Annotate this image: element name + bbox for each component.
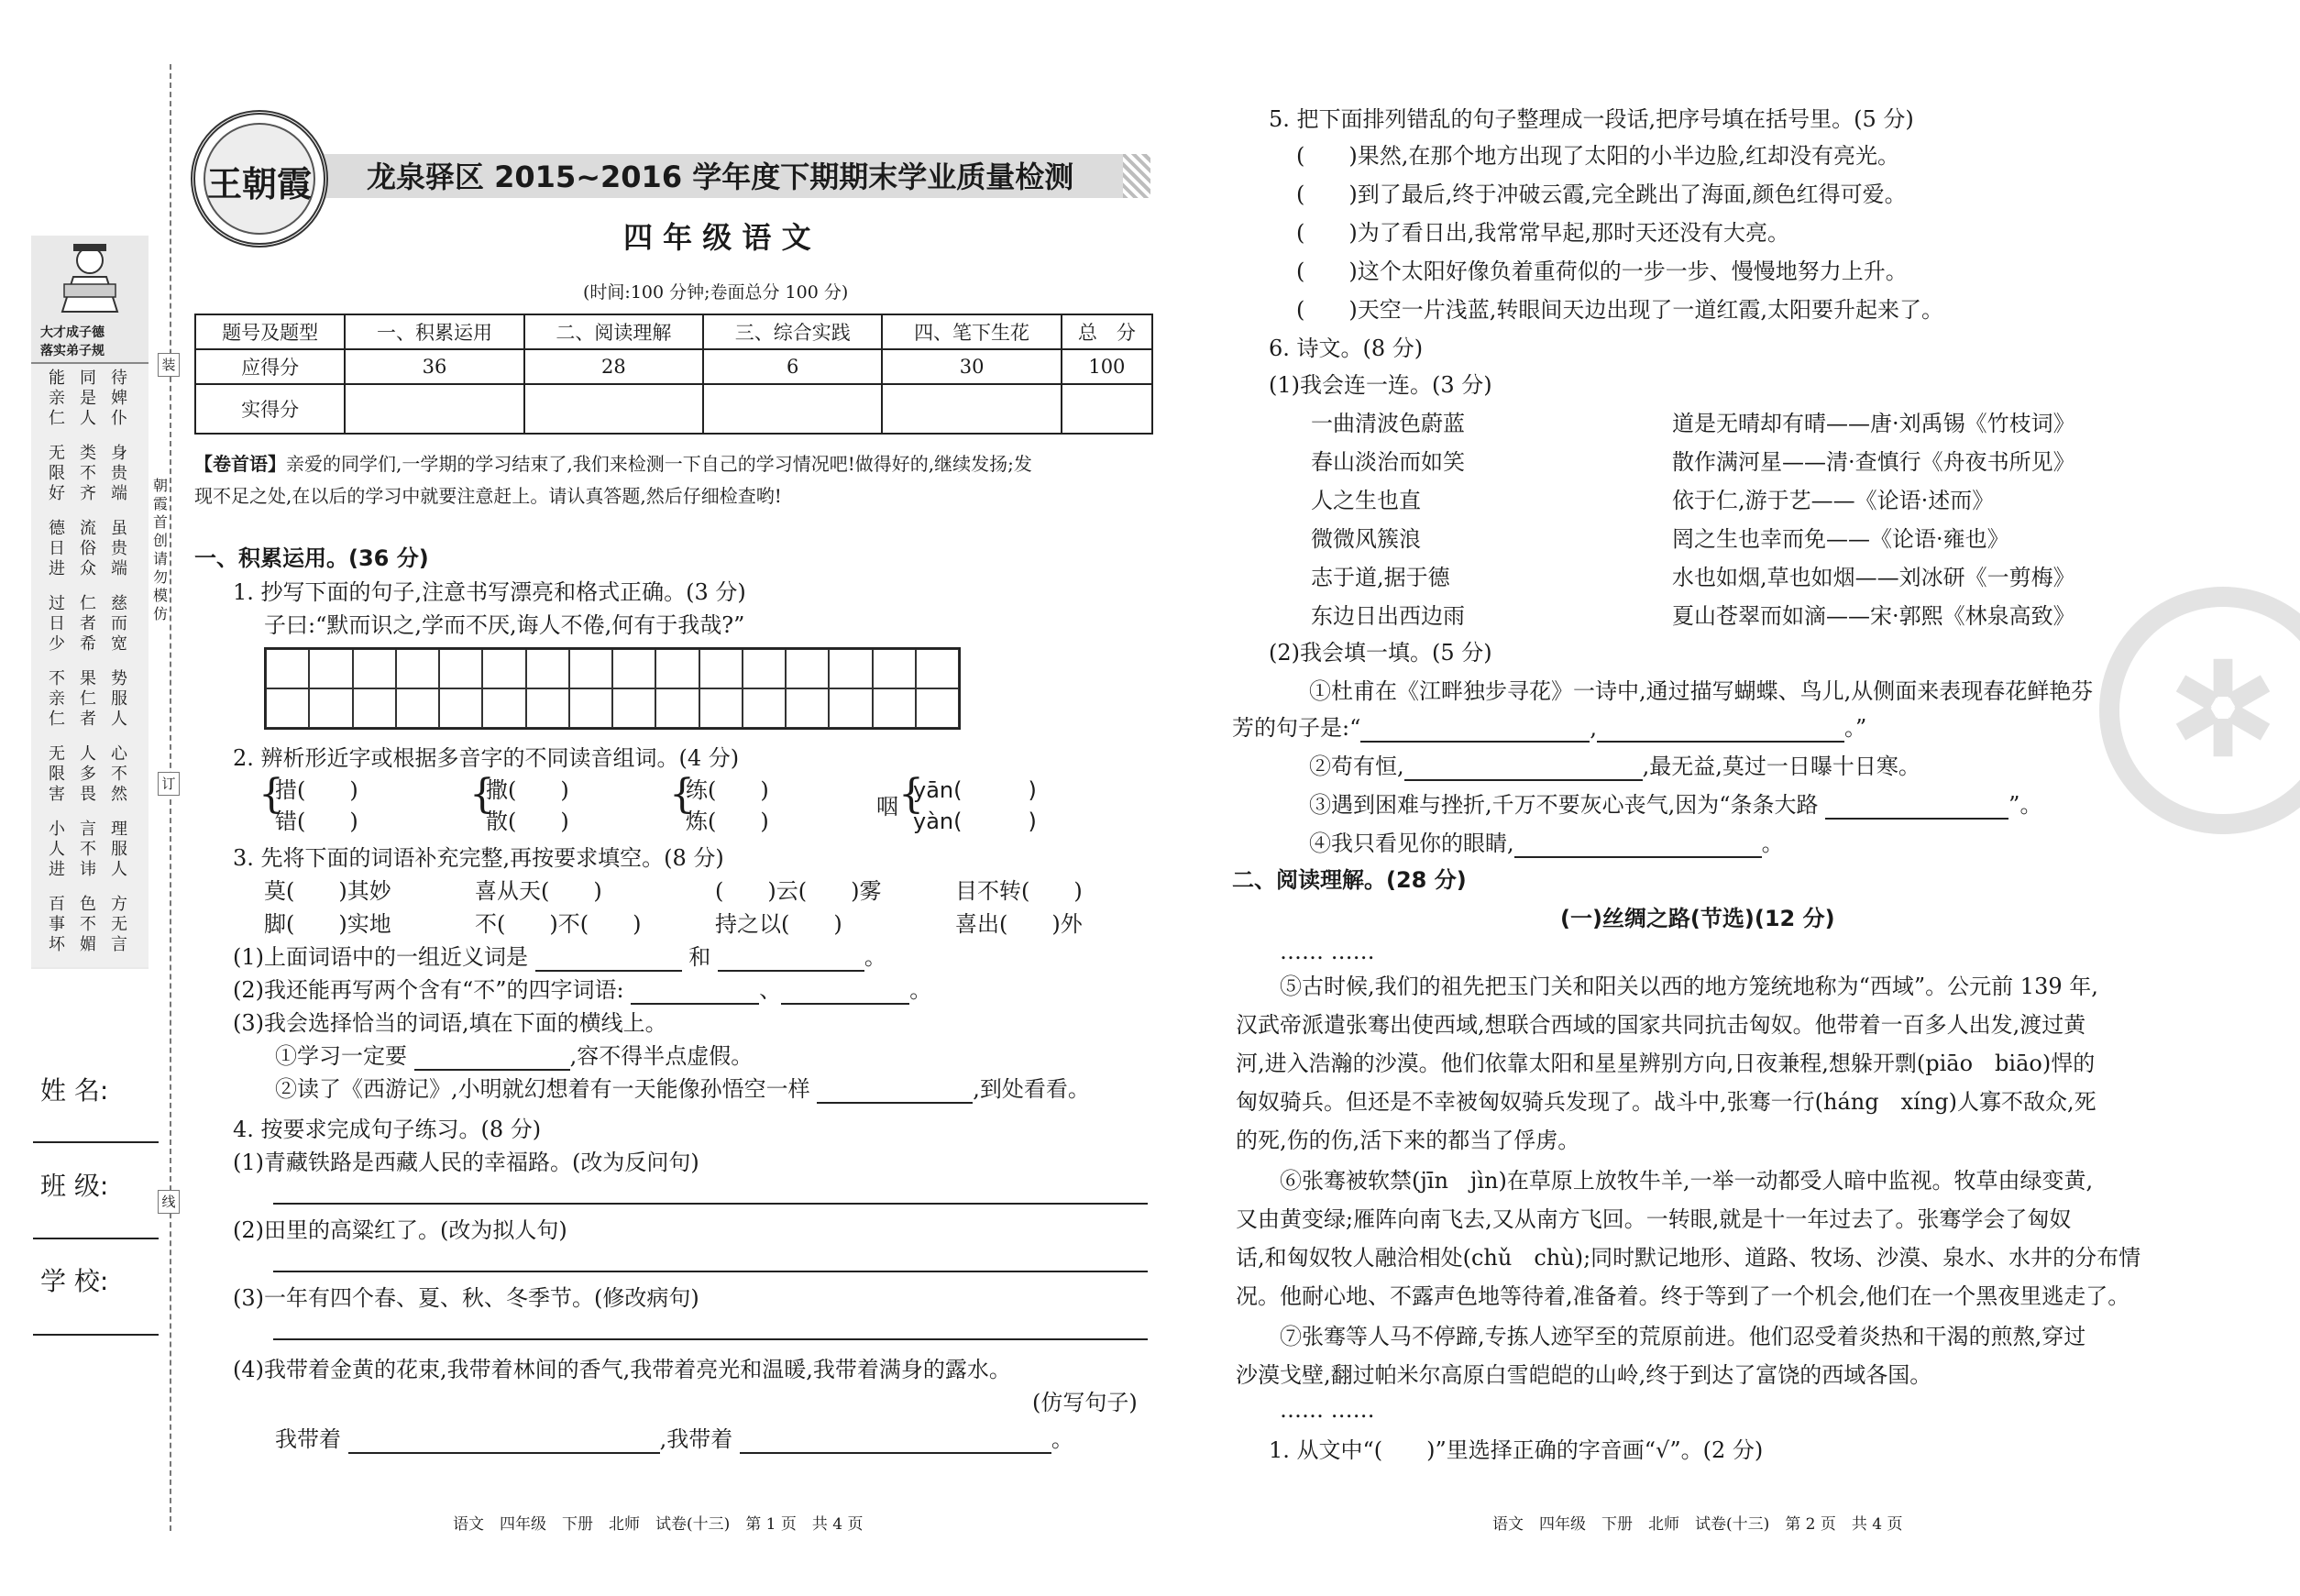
time-note: (时间:100 分钟;卷面总分 100 分) bbox=[583, 282, 849, 303]
para-5-line: ⑤古时候,我们的祖先把玉门关和阳关以西的地方笼统地称为“西域”。公元前 139 年, bbox=[1280, 974, 2098, 999]
class-label: 班 级: bbox=[40, 1171, 109, 1201]
motto-column: 理服人 bbox=[111, 820, 127, 879]
q5-item[interactable]: ( )为了看日出,我常常早起,那时天还没有大亮。 bbox=[1296, 220, 1789, 246]
q4-1: (1)青藏铁路是西藏人民的幸福路。(改为反问句) bbox=[233, 1150, 699, 1175]
motto-column: 慈而宽 bbox=[111, 594, 127, 654]
motto-column: 虽贵端 bbox=[111, 519, 127, 578]
q4-4: (4)我带着金黄的花束,我带着林间的香气,我带着亮光和温暖,我带着满身的露水。 bbox=[233, 1357, 1011, 1382]
q3-1-text: (1)上面词语中的一组近义词是 bbox=[233, 944, 528, 970]
section-2-heading: 二、阅读理解。(28 分) bbox=[1232, 867, 1467, 893]
brace: { bbox=[469, 771, 495, 818]
q3-word[interactable]: 不( )不( ) bbox=[475, 911, 642, 937]
class-line bbox=[33, 1238, 159, 1239]
section-1-heading: 一、积累运用。(36 分) bbox=[194, 545, 429, 571]
subject-title: 四 年 级 语 文 bbox=[623, 220, 811, 255]
q3-3a-text: ①学习一定要 bbox=[275, 1043, 407, 1069]
q6-2b-text: ②苟有恒, bbox=[1309, 754, 1404, 779]
q3-3b-blank[interactable] bbox=[817, 1082, 973, 1104]
exam-title: 龙泉驿区 2015~2016 学年度下期期末学业质量检测 bbox=[367, 160, 1074, 194]
q2-prompt: 2. 辨析形近字或根据多音字的不同读音组词。(4 分) bbox=[233, 745, 740, 771]
q3-word[interactable]: ( )云( )雾 bbox=[715, 878, 882, 904]
q3-3b bbox=[275, 1074, 1090, 1104]
score-table bbox=[194, 314, 1153, 435]
q3-1-blank-a[interactable] bbox=[535, 950, 682, 972]
q2-item[interactable]: 措( ) bbox=[275, 777, 358, 803]
q6-1: (1)我会连一连。(3 分) bbox=[1269, 372, 1492, 398]
motto-column: 势服人 bbox=[111, 669, 127, 729]
motto-column: 待婢仆 bbox=[111, 369, 127, 428]
grid-cell[interactable] bbox=[396, 649, 439, 688]
q5-item[interactable]: ( )到了最后,终于冲破云霞,完全跳出了海面,颜色红得可爱。 bbox=[1296, 182, 1907, 207]
grid-cell[interactable] bbox=[743, 688, 786, 728]
q3-2-text: (2)我还能再写两个含有“不”的四字词语: bbox=[233, 977, 624, 1003]
q3-3a bbox=[275, 1041, 753, 1071]
score-input-cell[interactable] bbox=[1062, 384, 1152, 434]
table-cell: 36 bbox=[345, 349, 523, 384]
q3-word[interactable]: 目不转( ) bbox=[955, 878, 1083, 904]
grid-cell[interactable] bbox=[786, 688, 829, 728]
motto-column: 能亲仁 bbox=[49, 369, 65, 428]
grid-cell[interactable] bbox=[482, 649, 525, 688]
poem-right[interactable]: 水也如烟,草也如烟——刘冰研《一剪梅》 bbox=[1672, 565, 2075, 590]
q3-1: (1)上面词语中的一组近义词是 和 。 bbox=[233, 944, 886, 970]
grid-cell[interactable] bbox=[526, 649, 569, 688]
reading-title: (一)丝绸之路(节选)(12 分) bbox=[1560, 906, 1835, 931]
poem-left[interactable]: 一曲清波色蔚蓝 bbox=[1311, 411, 1465, 436]
writing-grid[interactable] bbox=[264, 647, 961, 730]
row-label: 实得分 bbox=[195, 384, 345, 434]
table-header: 四、笔下生花 bbox=[882, 314, 1061, 349]
q3-word[interactable]: 脚( )实地 bbox=[264, 911, 391, 937]
table-row bbox=[195, 384, 1152, 434]
q5-prompt: 5. 把下面排列错乱的句子整理成一段话,把序号填在括号里。(5 分) bbox=[1269, 106, 1914, 132]
grid-cell[interactable] bbox=[439, 649, 482, 688]
intro-line-2: 现不足之处,在以后的学习中就要注意赶上。请认真答题,然后仔细检查哟! bbox=[194, 485, 782, 507]
grid-cell[interactable] bbox=[353, 649, 396, 688]
q1-prompt: 1. 抄写下面的句子,注意书写漂亮和格式正确。(3 分) bbox=[233, 579, 746, 605]
poem-left[interactable]: 微微风簇浪 bbox=[1311, 526, 1421, 552]
school-line bbox=[33, 1334, 159, 1336]
para-7-line: 沙漠戈壁,翻过帕米尔高原白雪皑皑的山岭,终于到达了富饶的西域各国。 bbox=[1236, 1362, 1932, 1388]
q3-2-blank-b[interactable] bbox=[781, 983, 909, 1005]
ellipsis: …… …… bbox=[1280, 1397, 1375, 1423]
q3-2-blank-a[interactable] bbox=[631, 983, 759, 1005]
q6-prompt: 6. 诗文。(8 分) bbox=[1269, 336, 1424, 361]
slogan-2: 落实弟子规 bbox=[40, 344, 105, 358]
footer-right: 语文 四年级 下册 北师 试卷(十三) 第 2 页 共 4 页 bbox=[1492, 1515, 1903, 1534]
q6-2a-blank-a[interactable] bbox=[1360, 721, 1590, 743]
intro-line-1 bbox=[194, 452, 1032, 476]
q4-4-note: (仿写句子) bbox=[1032, 1390, 1138, 1415]
table-header: 二、阅读理解 bbox=[524, 314, 703, 349]
banner-pattern bbox=[1123, 154, 1150, 198]
score-input-cell[interactable] bbox=[882, 384, 1061, 434]
q6-2a: ①杜甫在《江畔独步寻花》一诗中,通过描写蝴蝶、鸟儿,从侧面来表现春花鲜艳芬 bbox=[1309, 678, 2094, 704]
poem-right[interactable]: 散作满河星——清·查慎行《舟夜书所见》 bbox=[1672, 449, 2075, 475]
poem-right[interactable]: 道是无晴却有晴——唐·刘禹锡《竹枝词》 bbox=[1672, 411, 2075, 436]
intro-tag: 【卷首语】 bbox=[194, 453, 286, 475]
q2-yan-char: 咽 bbox=[876, 794, 898, 820]
q6-2b bbox=[1309, 752, 1920, 781]
q6-2b-end: ,最无益,莫过一日曝十日寒。 bbox=[1642, 754, 1920, 779]
intro-text-1: 亲爱的同学们,一学期的学习结束了,我们来检测一下自己的学习情况吧!做得好的,继续发扬;发 bbox=[286, 453, 1032, 475]
poem-left[interactable]: 东边日出西边雨 bbox=[1311, 603, 1465, 629]
grid-cell[interactable] bbox=[526, 688, 569, 728]
q3-word[interactable]: 持之以( ) bbox=[715, 911, 842, 937]
grid-cell[interactable] bbox=[482, 688, 525, 728]
q2-item[interactable]: yān( ) bbox=[913, 777, 1037, 803]
q3-prompt: 3. 先将下面的词语补充完整,再按要求填空。(8 分) bbox=[233, 845, 724, 871]
motto-column: 身贵端 bbox=[111, 444, 127, 503]
q2-item[interactable]: 练( ) bbox=[686, 777, 769, 803]
para-7-line: ⑦张骞等人马不停蹄,专拣人迹罕至的荒原前进。他们忍受着炎热和干渴的煎熬,穿过 bbox=[1280, 1324, 2086, 1349]
table-cell: 6 bbox=[703, 349, 882, 384]
q6-2: (2)我会填一填。(5 分) bbox=[1269, 640, 1492, 666]
q3-word[interactable]: 喜出( )外 bbox=[955, 911, 1083, 937]
grid-cell[interactable] bbox=[655, 649, 699, 688]
poem-left[interactable]: 志于道,据于德 bbox=[1311, 565, 1450, 590]
motto-column: 方无言 bbox=[111, 895, 127, 954]
q6-2a-blank-b[interactable] bbox=[1597, 721, 1844, 743]
q6-2d bbox=[1309, 829, 1784, 858]
para-5-line: 汉武帝派遣张骞出使西域,想联合西域的国家共同抗击匈奴。他带着一百多人出发,渡过黄 bbox=[1236, 1012, 2086, 1038]
q3-1-and: 和 bbox=[688, 944, 711, 970]
q6-2d-end: 。 bbox=[1761, 831, 1784, 856]
q6-2a2-text: 芳的句子是:“ bbox=[1232, 715, 1361, 741]
q4-4-blank-a[interactable] bbox=[348, 1432, 660, 1454]
brace: { bbox=[259, 771, 284, 818]
grid-cell[interactable] bbox=[786, 649, 829, 688]
poem-left[interactable]: 春山淡治而如笑 bbox=[1311, 449, 1465, 475]
motto-column: 无限害 bbox=[49, 744, 65, 804]
grid-cell[interactable] bbox=[569, 649, 612, 688]
q4-4-fill bbox=[275, 1425, 1073, 1454]
table-cell: 28 bbox=[524, 349, 703, 384]
grid-cell[interactable] bbox=[916, 688, 959, 728]
brand-logo-text: 王朝霞 bbox=[206, 163, 312, 204]
binding-tag-2: 订 bbox=[158, 772, 180, 796]
grid-cell[interactable] bbox=[699, 649, 743, 688]
grid-cell[interactable] bbox=[439, 688, 482, 728]
para-5-line: 匈奴骑兵。但还是不幸被匈奴骑兵发现了。战斗中,张骞一行(háng xíng)人寡不敌众,死 bbox=[1236, 1089, 2096, 1115]
para-6-line: 话,和匈奴牧人融洽相处(chǔ chù);同时默记地形、道路、牧场、沙漠、泉水、水井的分布情 bbox=[1236, 1245, 2141, 1271]
score-input-cell[interactable] bbox=[524, 384, 703, 434]
grid-cell[interactable] bbox=[396, 688, 439, 728]
footer-left: 语文 四年级 下册 北师 试卷(十三) 第 1 页 共 4 页 bbox=[453, 1515, 864, 1534]
q3-3b-text: ②读了《西游记》,小明就幻想着有一天能像孙悟空一样 bbox=[275, 1076, 810, 1102]
grid-cell[interactable] bbox=[873, 649, 916, 688]
grid-cell[interactable] bbox=[829, 649, 872, 688]
q4-4-blank-b[interactable] bbox=[740, 1432, 1051, 1454]
motto-column: 无限好 bbox=[49, 444, 65, 503]
para-5-line: 的死,伤的伤,活下来的都当了俘虏。 bbox=[1236, 1128, 1580, 1153]
q3-3a-blank[interactable] bbox=[414, 1049, 570, 1071]
q3-3: (3)我会选择恰当的词语,填在下面的横线上。 bbox=[233, 1010, 667, 1036]
score-input-cell[interactable] bbox=[345, 384, 523, 434]
ellipsis: …… …… bbox=[1280, 939, 1375, 964]
table-cell: 30 bbox=[882, 349, 1061, 384]
q4-4-c: 。 bbox=[1051, 1426, 1073, 1452]
grid-cell[interactable] bbox=[655, 688, 699, 728]
q5-item[interactable]: ( )天空一片浅蓝,转眼间天边出现了一道红霞,太阳要升起来了。 bbox=[1296, 297, 1943, 323]
motto-column: 仁者希 bbox=[80, 594, 96, 654]
q2-item[interactable]: 炼( ) bbox=[686, 809, 769, 834]
q6-2b-blank[interactable] bbox=[1404, 759, 1643, 781]
para-5-line: 河,进入浩瀚的沙漠。他们依靠太阳和星星辨别方向,日夜兼程,想躲开剽(piāo biāo)悍的 bbox=[1236, 1051, 2096, 1076]
motto-column: 类不齐 bbox=[80, 444, 96, 503]
grid-cell[interactable] bbox=[829, 688, 872, 728]
name-line bbox=[33, 1141, 159, 1143]
q2-item[interactable]: 撒( ) bbox=[486, 777, 569, 803]
q4-4-a: 我带着 bbox=[275, 1426, 341, 1452]
motto-column: 色不媚 bbox=[80, 895, 96, 954]
motto-column: 过日少 bbox=[49, 594, 65, 654]
poem-right[interactable]: 罔之生也幸而免——《论语·雍也》 bbox=[1672, 526, 2009, 552]
grid-cell[interactable] bbox=[266, 649, 309, 688]
motto-column: 流俗众 bbox=[80, 519, 96, 578]
binding-tag-3: 线 bbox=[158, 1190, 180, 1214]
q6-2a-line2 bbox=[1232, 713, 1866, 743]
q3-word[interactable]: 莫( )其妙 bbox=[264, 878, 391, 904]
table-header: 总 分 bbox=[1062, 314, 1152, 349]
binding-text: 朝霞首创 请勿模仿 bbox=[152, 477, 168, 622]
q4-prompt: 4. 按要求完成句子练习。(8 分) bbox=[233, 1117, 542, 1142]
q2-item[interactable]: 错( ) bbox=[275, 809, 358, 834]
poem-left[interactable]: 人之生也直 bbox=[1311, 488, 1421, 513]
binding-line bbox=[170, 64, 171, 1531]
grid-cell[interactable] bbox=[916, 649, 959, 688]
motto-column: 同是人 bbox=[80, 369, 96, 428]
grid-cell[interactable] bbox=[353, 688, 396, 728]
motto-column: 心不然 bbox=[111, 744, 127, 804]
q2-item[interactable]: yàn( ) bbox=[913, 809, 1037, 834]
table-row bbox=[195, 349, 1152, 384]
q4-1-answer-line[interactable] bbox=[273, 1203, 1148, 1205]
grid-cell[interactable] bbox=[309, 649, 352, 688]
motto-column: 果仁者 bbox=[80, 669, 96, 729]
row-label: 应得分 bbox=[195, 349, 345, 384]
table-row bbox=[195, 314, 1152, 349]
q2-item[interactable]: 散( ) bbox=[486, 809, 569, 834]
grid-cell[interactable] bbox=[612, 649, 655, 688]
q1-quote: 子曰:“默而识之,学而不厌,诲人不倦,何有于我哉?” bbox=[264, 612, 745, 638]
table-header: 题号及题型 bbox=[195, 314, 345, 349]
q3-3b-end: ,到处看看。 bbox=[973, 1076, 1090, 1102]
q6-2d-text: ④我只看见你的眼睛, bbox=[1309, 831, 1514, 856]
q5-item[interactable]: ( )果然,在那个地方出现了太阳的小半边脸,红却没有亮光。 bbox=[1296, 143, 1899, 169]
q3-2: (2)我还能再写两个含有“不”的四字词语: 、 。 bbox=[233, 977, 932, 1003]
watermark-mark: ✲ bbox=[2169, 635, 2277, 786]
q4-3-answer-line[interactable] bbox=[273, 1338, 1148, 1340]
brace: { bbox=[898, 771, 924, 818]
q4-2: (2)田里的高粱红了。(改为拟人句) bbox=[233, 1217, 567, 1243]
q6-2c-end: ”。 bbox=[2008, 792, 2042, 818]
table-header: 一、积累运用 bbox=[345, 314, 523, 349]
q4-4-b: ,我带着 bbox=[659, 1426, 733, 1452]
name-label: 姓 名: bbox=[40, 1075, 109, 1106]
grid-cell[interactable] bbox=[743, 649, 786, 688]
scholar-figure bbox=[46, 240, 134, 314]
table-cell: 100 bbox=[1062, 349, 1152, 384]
motto-column: 德日进 bbox=[49, 519, 65, 578]
q3-1-blank-b[interactable] bbox=[718, 950, 864, 972]
motto-column: 人多畏 bbox=[80, 744, 96, 804]
grid-cell[interactable] bbox=[309, 688, 352, 728]
binding-tag-1: 装 bbox=[158, 353, 180, 377]
grid-cell[interactable] bbox=[266, 688, 309, 728]
q6-2c-blank[interactable] bbox=[1825, 798, 2008, 820]
q6-2a2-sep: , bbox=[1590, 715, 1597, 741]
q4-2-answer-line[interactable] bbox=[273, 1271, 1148, 1272]
slogan-1: 大才成子德 bbox=[40, 325, 105, 340]
q3-word[interactable]: 喜从天( ) bbox=[475, 878, 602, 904]
para-6-line: 又由黄变绿;雁阵向南飞去,又从南方飞回。一转眼,就是十一年过去了。张骞学会了匈奴 bbox=[1236, 1206, 2072, 1232]
motto-column: 百事坏 bbox=[49, 895, 65, 954]
motto-column: 小人进 bbox=[49, 820, 65, 879]
motto-column: 不亲仁 bbox=[49, 669, 65, 729]
para-6-line: ⑥张骞被软禁(jīn jìn)在草原上放牧牛羊,一举一动都受人暗中监视。牧草由绿变黄, bbox=[1280, 1168, 2094, 1194]
q6-2c bbox=[1309, 790, 2041, 820]
reading-q1: 1. 从文中“( )”里选择正确的字音画“√”。(2 分) bbox=[1269, 1437, 1764, 1463]
q4-3: (3)一年有四个春、夏、秋、冬季节。(修改病句) bbox=[233, 1285, 699, 1311]
para-6-line: 况。他耐心地、不露声色地等待着,准备着。终于等到了一个机会,他们在一个黑夜里逃走了。 bbox=[1236, 1283, 2130, 1309]
grid-cell[interactable] bbox=[873, 688, 916, 728]
grid-cell[interactable] bbox=[699, 688, 743, 728]
score-input-cell[interactable] bbox=[703, 384, 882, 434]
poem-right[interactable]: 依于仁,游于艺——《论语·述而》 bbox=[1672, 488, 1995, 513]
q5-item[interactable]: ( )这个太阳好像负着重荷似的一步一步、慢慢地努力上升。 bbox=[1296, 259, 1908, 284]
q6-2c-text: ③遇到困难与挫折,千万不要灰心丧气,因为“条条大路 bbox=[1309, 792, 1819, 818]
poem-right[interactable]: 夏山苍翠而如滴——宋·郭熙《林泉高致》 bbox=[1672, 603, 2075, 629]
brace: { bbox=[669, 771, 695, 818]
grid-cell[interactable] bbox=[569, 688, 612, 728]
q6-2d-blank[interactable] bbox=[1514, 836, 1762, 858]
table-header: 三、综合实践 bbox=[703, 314, 882, 349]
q6-2a2-end: 。” bbox=[1844, 715, 1867, 741]
school-label: 学 校: bbox=[40, 1266, 109, 1296]
motto-column: 言不讳 bbox=[80, 820, 96, 879]
grid-cell[interactable] bbox=[612, 688, 655, 728]
q3-3a-end: ,容不得半点虚假。 bbox=[569, 1043, 754, 1069]
